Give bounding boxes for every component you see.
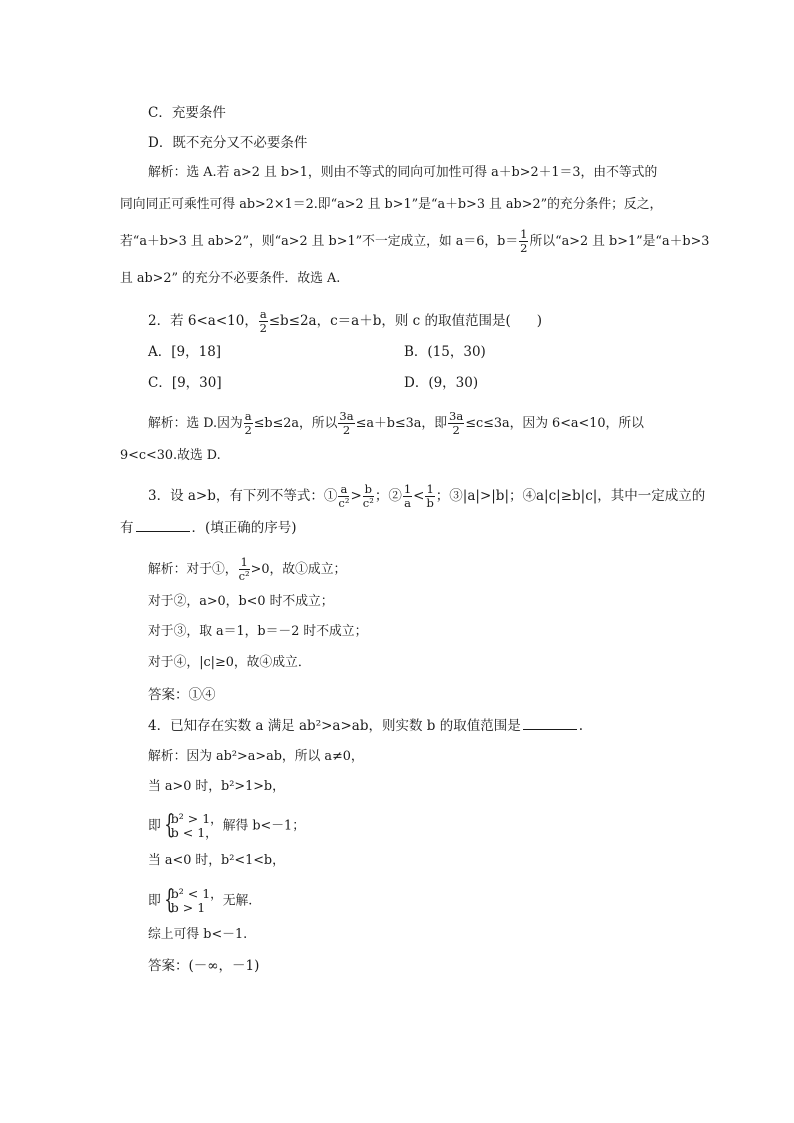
q4-stem-a: 4．已知存在实数 a 满足 ab²>a>ab，则实数 b 的取值范围是: [148, 718, 521, 734]
q4-system-1: [148, 812, 305, 840]
q1-solution-line3-b: 所以“a>2 且 b>1”是“a＋b>3: [529, 234, 710, 249]
q2-sol-fraction3: [448, 410, 464, 437]
q3-sol1-fraction: [239, 556, 250, 583]
q3-stem-c: ；③|a|>|b|；④a|c|≥b|c|，其中一定成立的: [435, 488, 706, 504]
q3-solution-4: 对于④，|c|≥0，故④成立．: [148, 655, 311, 670]
q1-solution-line2: 同向同正可乘性可得 ab>2×1＝2.即“a>2 且 b>1”是“a＋b>3 且 ab>2”的充分条件；反之，: [120, 197, 663, 212]
q3-f1-den: c²: [338, 496, 350, 510]
q1-solution-line4: 且 ab>2” 的充分不必要条件．故选 A.: [120, 271, 341, 286]
q3-stem-l2a: 有: [120, 520, 134, 536]
q1-option-c: C．充要条件: [148, 105, 226, 121]
q2-option-c: C．[9，30]: [148, 375, 222, 391]
q3-sol1-a: 解析：对于①，: [148, 562, 238, 577]
q1-option-d: D．既不充分又不必要条件: [148, 135, 308, 151]
q4-solution-1: 解析：因为 ab²>a>ab，所以 a≠0，: [148, 749, 364, 764]
q2-solution-line1: [148, 410, 644, 437]
q2-sol-f2-num: 3a: [339, 409, 354, 423]
q3-frac-1-b: [425, 483, 434, 510]
q2-stem-frac-den: 2: [259, 321, 267, 335]
q3-frac-1-a: [403, 483, 412, 510]
q4-sys2-row2: b > 1: [170, 900, 206, 915]
q2-sol-f3-den: 2: [452, 423, 460, 437]
q3-stem-l2b: ．(填正确的序号): [191, 520, 297, 536]
q2-sol-a: 解析：选 D.因为: [148, 416, 243, 431]
q3-solution-2: 对于②，a>0，b<0 时不成立；: [148, 594, 334, 609]
answer-blank[interactable]: [523, 717, 577, 730]
q3-stem-line2: [120, 518, 297, 538]
q1-solution-line3-a: 若“a＋b>3 且 ab>2”，则“a>2 且 b>1”不一定成立，如 a＝6，b＝: [120, 234, 519, 249]
q1-fraction-den: 2: [520, 241, 528, 255]
q4-sys2-pre: 即: [148, 893, 161, 909]
q4-sys2-post: 无解.: [222, 893, 253, 909]
q3-solution-1: [148, 556, 346, 583]
q3-gt: >: [350, 488, 362, 504]
q3-stem-b: ；②: [374, 488, 402, 504]
q4-sys1-pre: 即: [148, 818, 161, 834]
q2-stem-b: ≤b≤2a，c＝a＋b，则 c 的取值范围是(: [268, 313, 511, 329]
q2-stem: [148, 308, 542, 335]
q4-case-1: 当 a>0 时，b²>1>b，: [148, 779, 285, 794]
q3-f3-den: a: [404, 496, 411, 510]
q3-f1-num: a: [338, 483, 349, 497]
q3-sol1-num: 1: [240, 555, 248, 569]
q4-sys1-row2: b < 1，: [170, 825, 218, 840]
q3-lt: <: [413, 488, 425, 504]
q2-sol-d: ≤c≤3a，因为 6<a<10，所以: [465, 416, 644, 431]
q2-sol-f1-den: 2: [244, 423, 252, 437]
q3-stem: [148, 483, 705, 510]
q3-f3-num: 1: [403, 482, 412, 496]
q2-option-a: A．[9，18]: [148, 344, 222, 360]
q3-stem-a: 3．设 a>b，有下列不等式：①: [148, 488, 338, 504]
q1-solution-line1: 解析：选 A.若 a>2 且 b>1，则由不等式的同向可加性可得 a＋b>2＋1＝3，由不等式的: [148, 165, 658, 180]
q1-fraction-num: 1: [520, 227, 528, 241]
q4-sys1-post: 解得 b<－1；: [222, 818, 305, 834]
q2-sol-f3-num: 3a: [449, 409, 464, 423]
q4-sys1-brace-group: { b² > 1， b < 1，: [164, 810, 223, 840]
q3-frac-b-c2: [363, 483, 374, 510]
q4-sys2-row1: b² < 1，: [170, 886, 223, 901]
q3-f4-num: 1: [426, 482, 434, 496]
q3-sol1-den: c²: [238, 569, 250, 583]
q2-sol-f1-num: a: [244, 409, 252, 423]
q2-stem-a: 2．若 6<a<10，: [148, 313, 258, 329]
q4-answer: 答案：(－∞，－1): [148, 958, 260, 974]
q3-f2-den: c²: [362, 496, 374, 510]
q2-sol-b: ≤b≤2a，所以: [253, 416, 338, 431]
q2-stem-frac-num: a: [259, 307, 267, 321]
q4-summary: 综上可得 b<－1.: [148, 927, 248, 942]
q3-f4-den: b: [426, 496, 434, 510]
q2-sol-fraction2: [338, 410, 354, 437]
q3-answer: 答案：①④: [148, 687, 216, 703]
q1-fraction-half: [519, 228, 528, 255]
q1-solution-line3: [120, 228, 709, 255]
q3-frac-a-c2: [338, 483, 349, 510]
q2-stem-c: ): [536, 313, 543, 329]
q4-system-2: [148, 887, 252, 915]
q4-stem: [148, 716, 583, 736]
q4-sys1-row1: b² > 1，: [170, 811, 223, 826]
q2-stem-fraction: [259, 308, 268, 335]
q2-option-b: B．(15，30): [404, 344, 486, 360]
q2-sol-fraction1: [244, 410, 253, 437]
q2-sol-f2-den: 2: [342, 423, 351, 437]
q2-option-d: D．(9，30): [404, 375, 479, 391]
q4-case-2: 当 a<0 时，b²<1<b，: [148, 853, 285, 868]
q3-solution-3: 对于③，取 a＝1，b＝－2 时不成立；: [148, 624, 368, 639]
q4-stem-b: .: [578, 718, 583, 734]
q3-sol1-b: >0，故①成立；: [250, 562, 347, 577]
q2-sol-c: ≤a＋b≤3a，即: [355, 416, 448, 431]
answer-blank[interactable]: [136, 519, 190, 532]
q4-sys2-brace-group: { b² < 1， b > 1: [164, 885, 223, 915]
q2-solution-line2: 9<c<30.故选 D.: [120, 448, 221, 463]
q3-f2-num: b: [364, 482, 372, 496]
